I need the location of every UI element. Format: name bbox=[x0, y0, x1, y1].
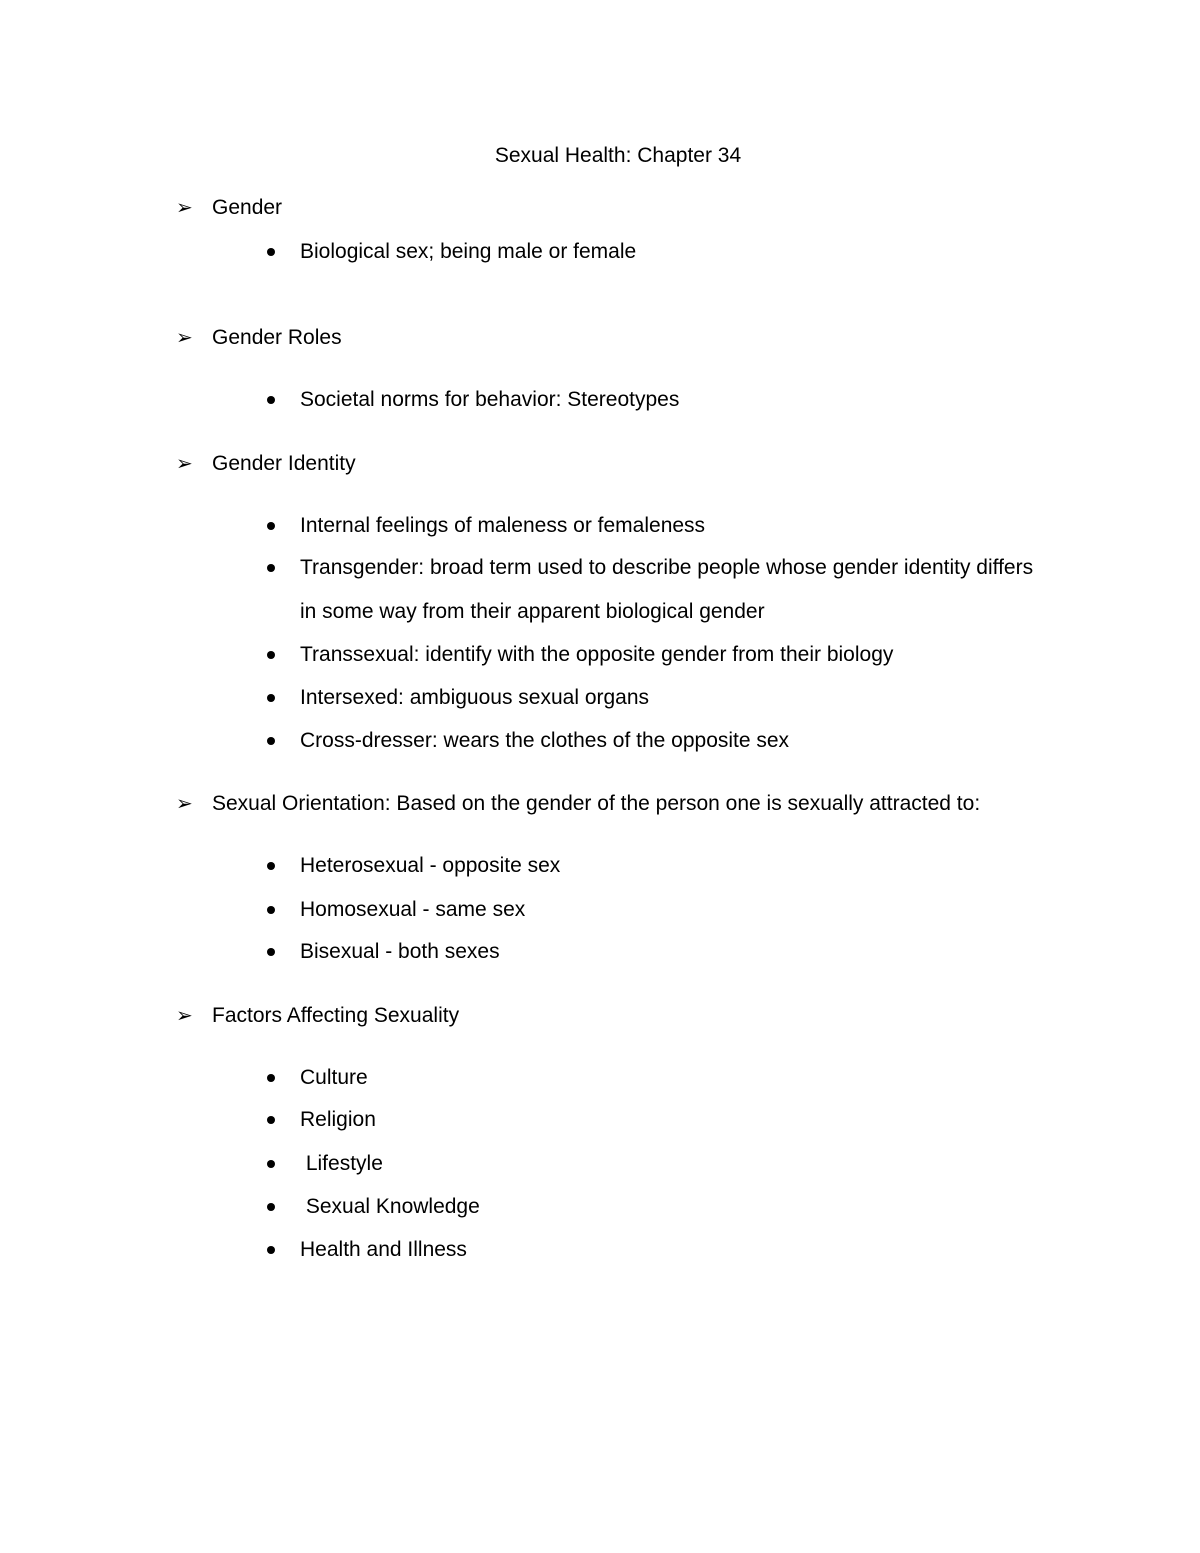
section-heading-gender bbox=[176, 194, 282, 222]
bullet-icon bbox=[264, 564, 300, 572]
arrow-bullet-icon: ➢ bbox=[176, 453, 193, 475]
list-item-text: Homosexual - same sex bbox=[300, 898, 526, 921]
section-heading-gender-roles bbox=[176, 324, 342, 352]
section-heading-gender-identity bbox=[176, 450, 356, 478]
list-item bbox=[264, 852, 560, 880]
arrow-bullet-icon: ➢ bbox=[176, 197, 193, 219]
list-item bbox=[264, 938, 500, 966]
list-item-text: Lifestyle bbox=[300, 1152, 383, 1175]
section-heading-label: Sexual Orientation: Based on the gender of the person one is sexually attracted to: bbox=[212, 792, 981, 815]
bullet-icon bbox=[264, 1074, 300, 1082]
list-item-text: Transsexual: identify with the opposite gender from their biology bbox=[300, 643, 894, 666]
list-item-text: Intersexed: ambiguous sexual organs bbox=[300, 686, 650, 709]
list-item bbox=[264, 238, 636, 266]
bullet-icon bbox=[264, 737, 300, 745]
list-item-text: Societal norms for behavior: Stereotypes bbox=[300, 388, 680, 411]
list-item bbox=[264, 641, 893, 669]
bullet-icon bbox=[264, 906, 300, 914]
section-heading-label: Gender bbox=[212, 196, 283, 219]
list-item bbox=[264, 1150, 383, 1178]
list-item bbox=[264, 1193, 480, 1221]
list-item-text: Internal feelings of maleness or femaleness bbox=[300, 514, 706, 537]
bullet-icon bbox=[264, 248, 300, 256]
section-heading-label: Gender Identity bbox=[212, 452, 356, 475]
bullet-icon bbox=[264, 1246, 300, 1254]
list-item bbox=[264, 1236, 467, 1264]
list-item-text: Bisexual - both sexes bbox=[300, 940, 500, 963]
list-item-text: Religion bbox=[300, 1108, 376, 1131]
bullet-icon bbox=[264, 651, 300, 659]
list-item-text: Sexual Knowledge bbox=[300, 1195, 480, 1218]
list-item-text: Heterosexual - opposite sex bbox=[300, 854, 561, 877]
list-item-text: Health and Illness bbox=[300, 1238, 467, 1261]
list-item bbox=[264, 1064, 368, 1092]
list-item bbox=[264, 896, 525, 924]
list-item-text: Culture bbox=[300, 1066, 368, 1089]
list-item bbox=[264, 554, 1033, 582]
list-item bbox=[264, 1106, 376, 1134]
bullet-icon bbox=[264, 694, 300, 702]
bullet-icon bbox=[264, 522, 300, 530]
list-item bbox=[264, 386, 679, 414]
list-item bbox=[264, 512, 705, 540]
section-heading-sexual-orientation bbox=[176, 790, 980, 818]
section-heading-label: Gender Roles bbox=[212, 326, 342, 349]
arrow-bullet-icon: ➢ bbox=[176, 793, 193, 815]
bullet-icon bbox=[264, 1116, 300, 1124]
section-heading-label: Factors Affecting Sexuality bbox=[212, 1004, 460, 1027]
bullet-icon bbox=[264, 862, 300, 870]
page-title: Sexual Health: Chapter 34 bbox=[494, 144, 742, 167]
list-item-continuation: in some way from their apparent biological gender bbox=[300, 600, 765, 623]
list-item bbox=[264, 684, 649, 712]
bullet-icon bbox=[264, 948, 300, 956]
arrow-bullet-icon: ➢ bbox=[176, 327, 193, 349]
list-item-text: Biological sex; being male or female bbox=[300, 240, 637, 263]
list-item bbox=[264, 727, 789, 755]
section-heading-factors-affecting-sexuality bbox=[176, 1002, 459, 1030]
list-item-text: Cross-dresser: wears the clothes of the opposite sex bbox=[300, 729, 790, 752]
arrow-bullet-icon: ➢ bbox=[176, 1005, 193, 1027]
bullet-icon bbox=[264, 1160, 300, 1168]
bullet-icon bbox=[264, 396, 300, 404]
bullet-icon bbox=[264, 1203, 300, 1211]
list-item-text: Transgender: broad term used to describe people whose gender identity differs bbox=[300, 556, 1034, 579]
